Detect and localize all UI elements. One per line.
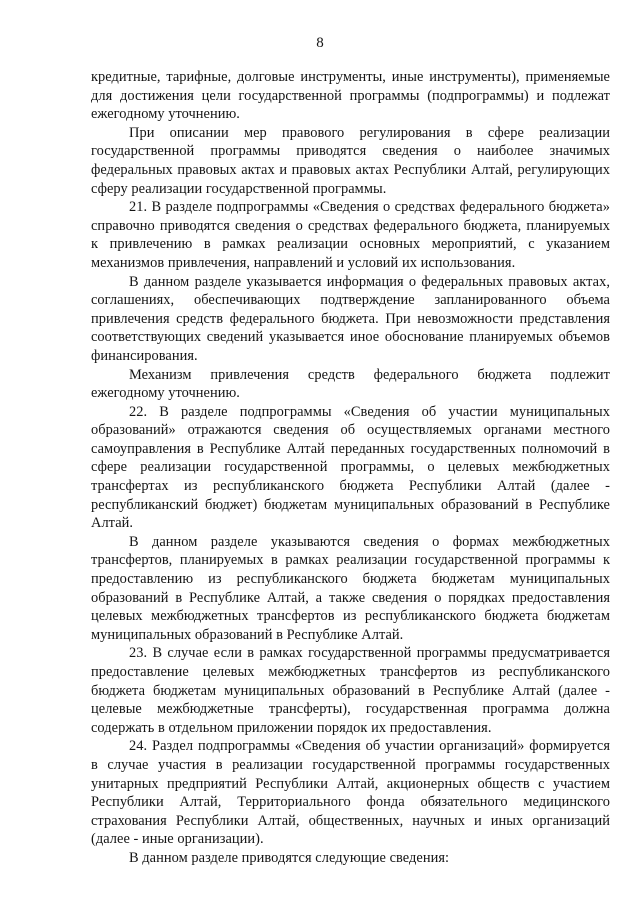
- paragraph-following-info: В данном разделе приводятся следующие сведения:: [129, 849, 450, 866]
- paragraph-continuation: кредитные, тарифные, долговые инструменты, иные инструменты), применяемые для достижения цели государственной программы (подпрограммы) и подлежат ежегодному уточнению.: [91, 69, 610, 123]
- paragraph-legal-regulation: При описании мер правового регулирования в сфере реализации государственной программы приводятся сведения о наиболее значимых федеральных правовых актах и правовых актах Республики Алтай, регулирующих сферу реализации государственной программы.: [91, 124, 610, 197]
- paragraph-item-24: 24. Раздел подпрограммы «Сведения об участии организаций» формируется в случае участия в реализации государственной программы государственных унитарных предприятий Республики Алтай, акционерных обществ с участием Республики Алтай, Территориального фонда обязательного медицинского страхования Республики Алтай, общественных, научных и иных организаций (далее - иные организации).: [91, 738, 610, 848]
- paragraph-item-23: 23. В случае если в рамках государственной программы предусматривается предоставление целевых межбюджетных трансфертов из республиканского бюджета бюджетам муниципальных образований в Республике Алтай (далее - целевые межбюджетные трансферты), государственная программа должна содержать в отдельном приложении порядок их предоставления.: [91, 645, 610, 736]
- paragraph-transfer-forms: В данном разделе указываются сведения о формах межбюджетных трансфертов, планируемых в рамках реализации государственной программы к предоставлению из республиканского бюджета бюджетам муниципальных образований в Республике Алтай, а также сведения о порядках предоставления целевых межбюджетных трансфертов из республиканского бюджета бюджетам муниципальных образований в Республике Алтай.: [91, 533, 610, 643]
- paragraph-item-21: 21. В разделе подпрограммы «Сведения о средствах федерального бюджета» справочно приводятся сведения о средствах федерального бюджета, планируемых к привлечению в рамках реализации основных мероприятий, с указанием механизмов привлечения, направлений и условий их использования.: [91, 199, 610, 271]
- paragraph-federal-mechanism: Механизм привлечения средств федерального бюджета подлежит ежегодному уточнению.: [91, 366, 610, 402]
- document-body: [91, 68, 610, 868]
- paragraph-federal-acts: В данном разделе указывается информация о федеральных правовых актах, соглашениях, обеспечивающих подтверждение запланированного объема привлечения средств федерального бюджета. При невозможности представления соответствующих сведений указывается иное обоснование планируемых объемов финансирования.: [91, 273, 610, 364]
- paragraph-item-22: 22. В разделе подпрограммы «Сведения об участии муниципальных образований» отражаются сведения об осуществляемых органами местного самоуправления в Республике Алтай переданных государственных полномочий в сфере реализации государственной программы, о целевых межбюджетных трансфертах из республиканского бюджета Республики Алтай (далее - республиканский бюджет) бюджетам муниципальных образований в Республике Алтай.: [91, 403, 610, 532]
- page-number: 8: [316, 35, 324, 51]
